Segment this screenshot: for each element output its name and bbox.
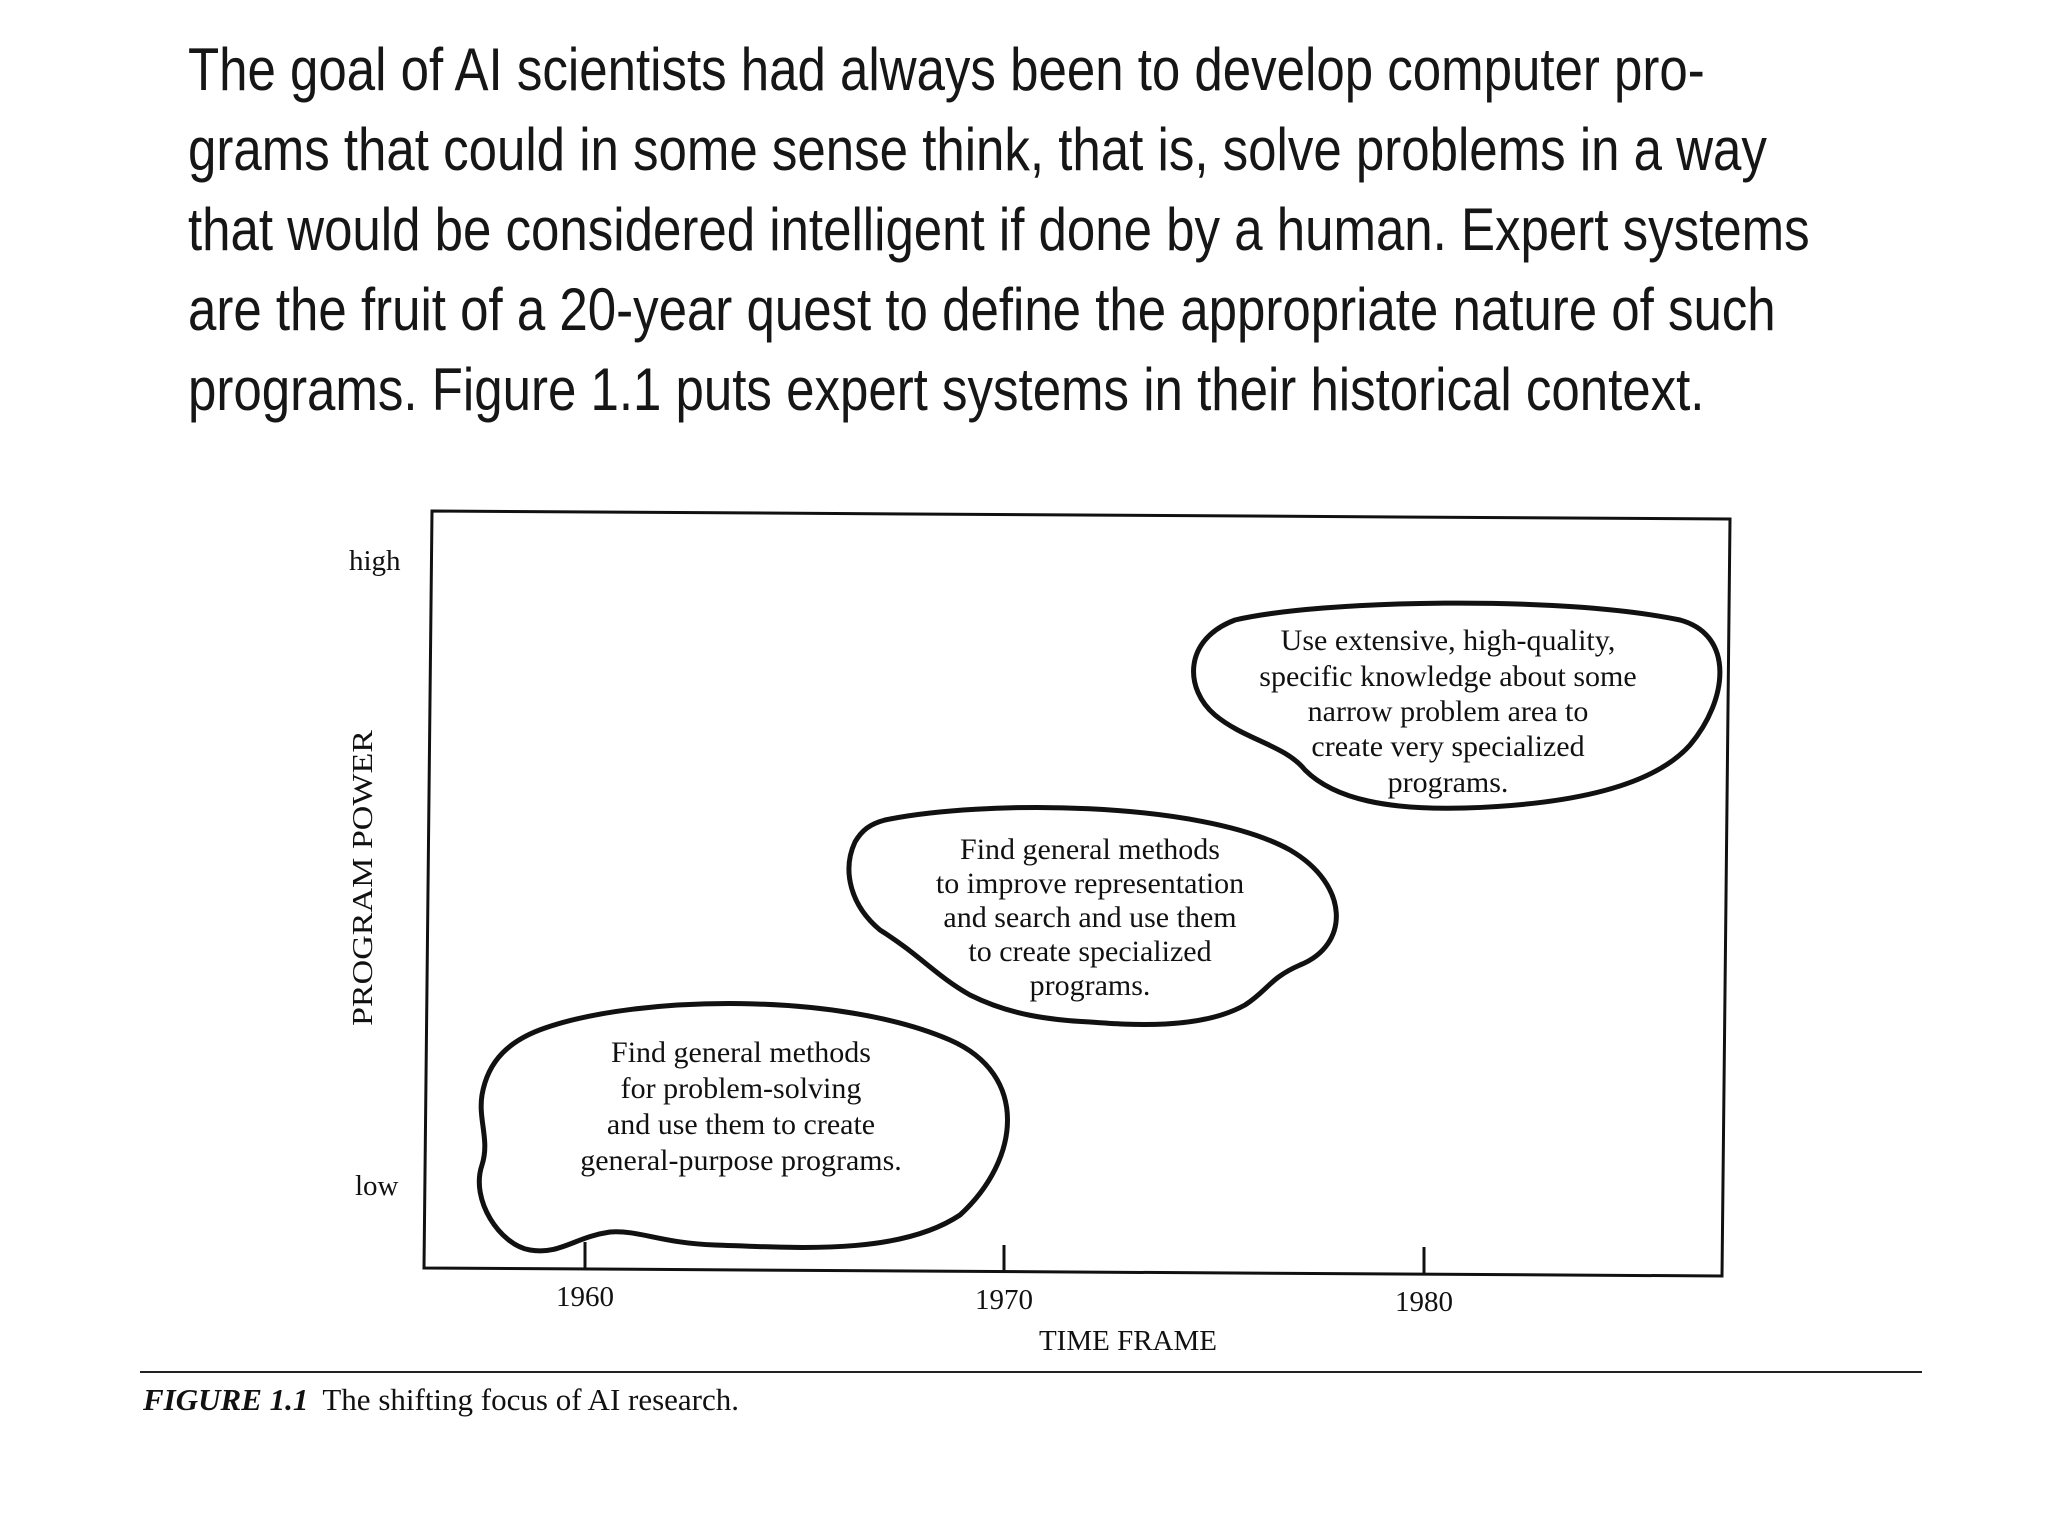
y-axis-high-label: high <box>349 545 401 577</box>
caption-label: FIGURE 1.1 <box>143 1382 309 1417</box>
bubble-2-line: to create specialized <box>968 935 1212 968</box>
paragraph-line: The goal of AI scientists had always been to develop computer pro- <box>188 36 1705 103</box>
bubble-specific-knowledge <box>1194 603 1720 808</box>
paragraph-line: are the fruit of a 20-year quest to define the appropriate nature of such <box>188 276 1776 343</box>
bubble-3-line: programs. <box>1387 766 1509 799</box>
y-axis-title: PROGRAM POWER <box>347 773 379 1026</box>
bubble-1-line: and use them to create <box>606 1108 876 1141</box>
bubble-representation-search <box>849 808 1336 1025</box>
bubble-3-line: Use extensive, high-quality, <box>1280 624 1616 657</box>
bubble-1-line: general-purpose programs. <box>580 1144 902 1177</box>
bubble-3-line: specific knowledge about some <box>1259 660 1637 693</box>
bubble-2-line: and search and use them <box>943 901 1237 934</box>
bubble-3-line: create very specialized <box>1311 730 1585 763</box>
bubble-general-problem-solving <box>479 1004 1007 1251</box>
bubble-2-line: Find general methods <box>960 833 1220 866</box>
caption-text: The shifting focus of AI research. <box>322 1382 740 1417</box>
x-tick-label-1970: 1970 <box>975 1284 1033 1316</box>
caption-divider <box>140 1371 1922 1373</box>
x-tick-label-1960: 1960 <box>556 1281 614 1313</box>
bubble-3-line: narrow problem area to <box>1307 695 1589 728</box>
paragraph-line: grams that could in some sense think, that is, solve problems in a way <box>188 116 1767 183</box>
paragraph-line: programs. Figure 1.1 puts expert systems in their historical context. <box>188 356 1705 423</box>
bubble-1-line: for problem-solving <box>620 1072 862 1105</box>
bubble-2-line: programs. <box>1029 969 1151 1002</box>
y-axis-low-label: low <box>355 1170 399 1202</box>
bubble-2-line: to improve representation <box>935 867 1245 900</box>
paragraph-line: that would be considered intelligent if done by a human. Expert systems <box>188 196 1810 263</box>
figure-caption <box>143 1382 739 1418</box>
x-axis-title: TIME FRAME <box>1038 1325 1218 1357</box>
x-tick-label-1980: 1980 <box>1395 1286 1453 1318</box>
bubble-1-line: Find general methods <box>611 1036 871 1069</box>
